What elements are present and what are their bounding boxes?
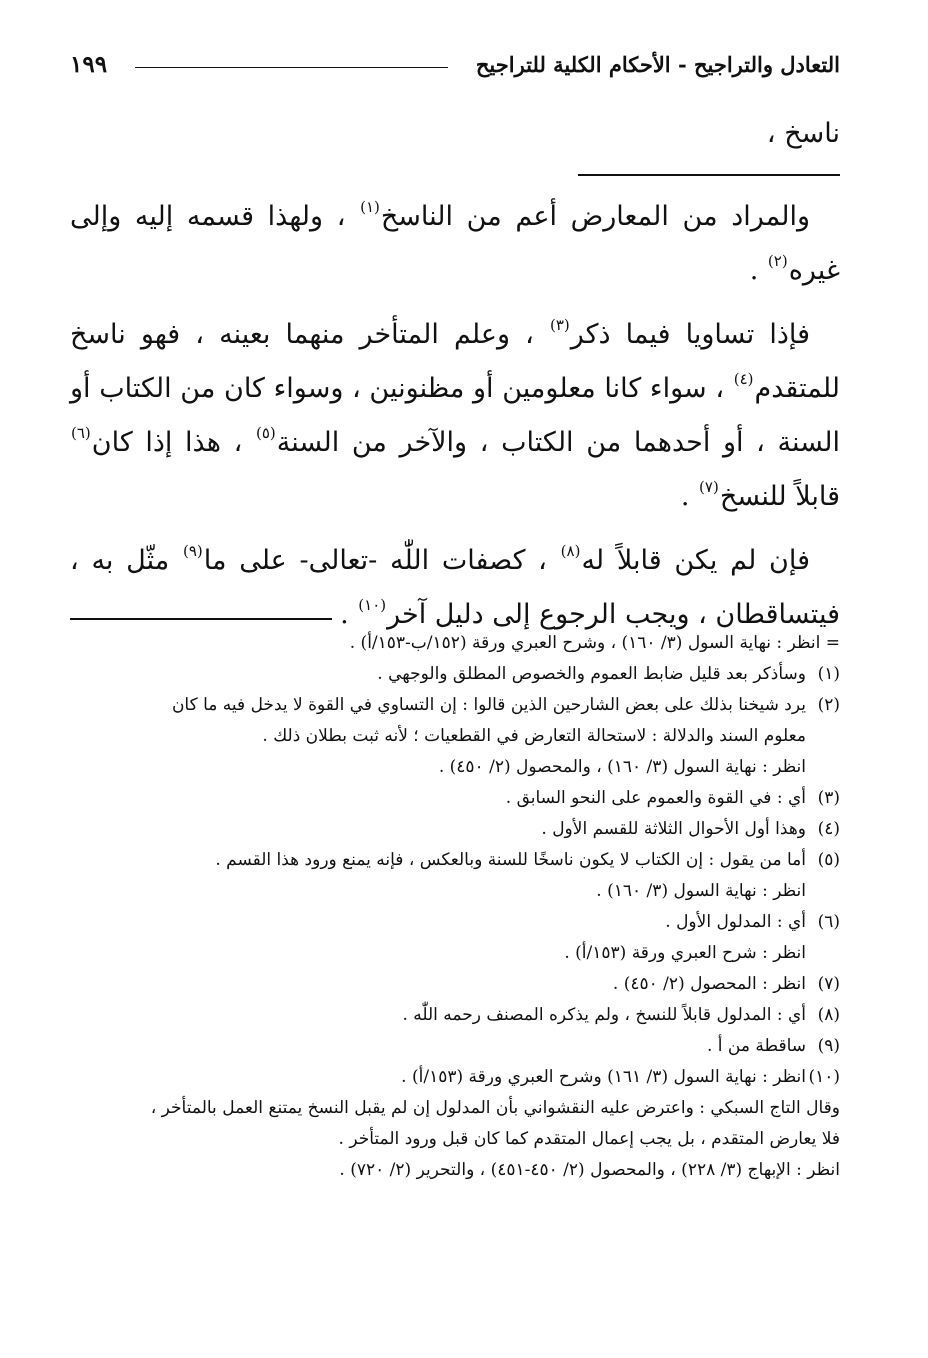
footnotes: [68, 628, 840, 1186]
footnote-text: [68, 1093, 840, 1186]
footnote-marker: (٨): [560, 542, 581, 560]
paragraph-text: .: [749, 255, 767, 286]
footnote-line: ساقطة من أ .: [707, 1036, 806, 1056]
footnote-line: أي : المدلول قابلاً للنسخ ، ولم يذكره المصنف رحمه اللّٰه .: [402, 1005, 806, 1025]
footnote-separator: [70, 618, 332, 620]
footnote-text: [68, 1000, 806, 1031]
footnote-marker: (٦): [71, 424, 91, 442]
footnote: [68, 783, 840, 814]
footnote-text: [68, 783, 806, 814]
footnote-line: = انظر : نهاية السول (٣/ ١٦٠) ، وشرح العبري ورقة (١٥٢/ب-١٥٣/أ) .: [349, 633, 840, 653]
footnote-number: (٧): [817, 974, 840, 994]
paragraph-text: ، كصفات اللّٰه -تعالى- على ما: [203, 545, 560, 576]
header-rule: [135, 67, 448, 68]
paragraph-text: ، هذا إذا كان: [91, 427, 255, 458]
carryover-text: ناسخ ،: [766, 118, 840, 149]
footnote: [68, 659, 840, 690]
footnote-line: وهذا أول الأحوال الثلاثة للقسم الأول .: [541, 819, 806, 839]
footnote-marker: (٩): [183, 542, 203, 560]
footnote-line: أي : المدلول الأول .: [665, 912, 806, 932]
footnote-marker: (٣): [549, 316, 570, 334]
footnote-marker: (٧): [699, 478, 719, 496]
footnote-text: [68, 907, 806, 969]
footnote-text: [68, 814, 806, 845]
footnote: [68, 1000, 840, 1031]
footnote-text: [68, 659, 806, 690]
footnote: [68, 1031, 840, 1062]
footnote-marker: (٤): [733, 370, 754, 388]
footnote-line: يرد شيخنا بذلك على بعض الشارحين الذين قالوا : إن التساوي في القوة لا يدخل فيه ما كان: [171, 695, 806, 715]
footnote: [68, 907, 840, 969]
footnote-number: (٩): [817, 1036, 840, 1056]
paragraph: [70, 190, 840, 298]
footnote-marker: (٥): [256, 424, 276, 442]
footnote-line: انظر : المحصول (٢/ ٤٥٠) .: [612, 974, 806, 994]
paragraph-text: .: [680, 481, 699, 512]
footnote-number: (٦): [817, 912, 840, 932]
footnote-line: انظر : نهاية السول (٣/ ١٦٠) .: [596, 881, 806, 901]
footnote-text: [68, 1031, 806, 1062]
main-text: [70, 190, 840, 650]
paragraph-text: ، سواء كانا معلومين أو مظنونين ، وسواء كان من الكتاب أو السنة ، أو أحدهما من الكتاب ، والآخر من السنة: [70, 373, 840, 458]
footnote: [68, 690, 840, 783]
footnote-number: (٣): [817, 788, 840, 808]
footnote-line: فلا يعارض المتقدم ، بل يجب إعمال المتقدم كما كان قبل ورود المتأخر .: [338, 1129, 840, 1149]
header-title: التعادل والتراجيح - الأحكام الكلية للتراجيح: [475, 51, 840, 77]
footnote-number: (٤): [817, 819, 840, 839]
footnote-text: [68, 628, 840, 659]
footnote-text: [68, 690, 806, 783]
footnote-line: انظر : الإبهاج (٣/ ٢٢٨) ، والمحصول (٢/ ٤٥٠-٤٥١) ، والتحرير (٢/ ٧٢٠) .: [339, 1160, 840, 1180]
footnote-text: [68, 1062, 806, 1093]
footnote-line: أما من يقول : إن الكتاب لا يكون ناسخًا للسنة وبالعكس ، فإنه يمنع ورود هذا القسم .: [215, 850, 806, 870]
footnote-line: وسأذكر بعد قليل ضابط العموم والخصوص المطلق والوجهي .: [377, 664, 806, 684]
footnote: [68, 1093, 840, 1186]
paragraph-text: فإن لم يكن قابلاً له: [581, 545, 810, 576]
footnote-number: (٥): [817, 850, 840, 870]
footnote-number: (١): [817, 664, 840, 684]
footnote-text: [68, 845, 806, 907]
footnote-line: أي : في القوة والعموم على النحو السابق .: [505, 788, 806, 808]
paragraph-text: والمراد من المعارض أعم من الناسخ: [380, 201, 810, 232]
footnote: [68, 1062, 840, 1093]
footnote-marker: (١): [360, 198, 380, 216]
footnote-line: معلوم السند والدلالة : لاستحالة التعارض في القطعيات ؛ لأنه ثبت بطلان ذلك .: [262, 726, 806, 746]
footnote-marker: (٢): [767, 252, 788, 270]
paragraph-text: مثّل به ، فيتساقطان ، ويجب الرجوع إلى دليل آخر: [70, 545, 840, 630]
page-number: ١٩٩: [70, 50, 108, 78]
paragraph-text: فإذا تساويا فيما ذكر: [570, 319, 810, 350]
running-header: [70, 44, 840, 84]
footnote: [68, 814, 840, 845]
footnote: [68, 845, 840, 907]
footnote-number: (١٠): [808, 1067, 840, 1087]
paragraph-text: قابلاً للنسخ: [719, 481, 840, 512]
footnote-line: انظر : شرح العبري ورقة (١٥٣/أ) .: [564, 943, 806, 963]
footnote-line: وقال التاج السبكي : واعترض عليه النقشواني بأن المدلول إن لم يقبل النسخ يمتنع العمل بالمتأخر ،: [150, 1098, 840, 1118]
paragraph: [70, 534, 840, 642]
carryover-rule: [578, 174, 840, 176]
paragraph: [70, 308, 840, 524]
footnote-number: (٢): [817, 695, 840, 715]
paragraph-text: ، ولهذا قسمه إليه وإلى غيره: [70, 201, 840, 286]
footnote-line: انظر : نهاية السول (٣/ ١٦١) وشرح العبري ورقة (١٥٣/أ) .: [401, 1067, 806, 1087]
footnote: [68, 628, 840, 659]
footnote: [68, 969, 840, 1000]
footnote-marker: (١٠): [358, 596, 387, 614]
paragraph-text: .: [340, 599, 358, 630]
paragraph-text: ، وعلم المتأخر منهما بعينه ، فهو ناسخ للمتقدم: [70, 319, 840, 404]
footnote-text: [68, 969, 806, 1000]
footnote-line: انظر : نهاية السول (٣/ ١٦٠) ، والمحصول (٢/ ٤٥٠) .: [438, 757, 806, 777]
footnote-number: (٨): [817, 1005, 840, 1025]
